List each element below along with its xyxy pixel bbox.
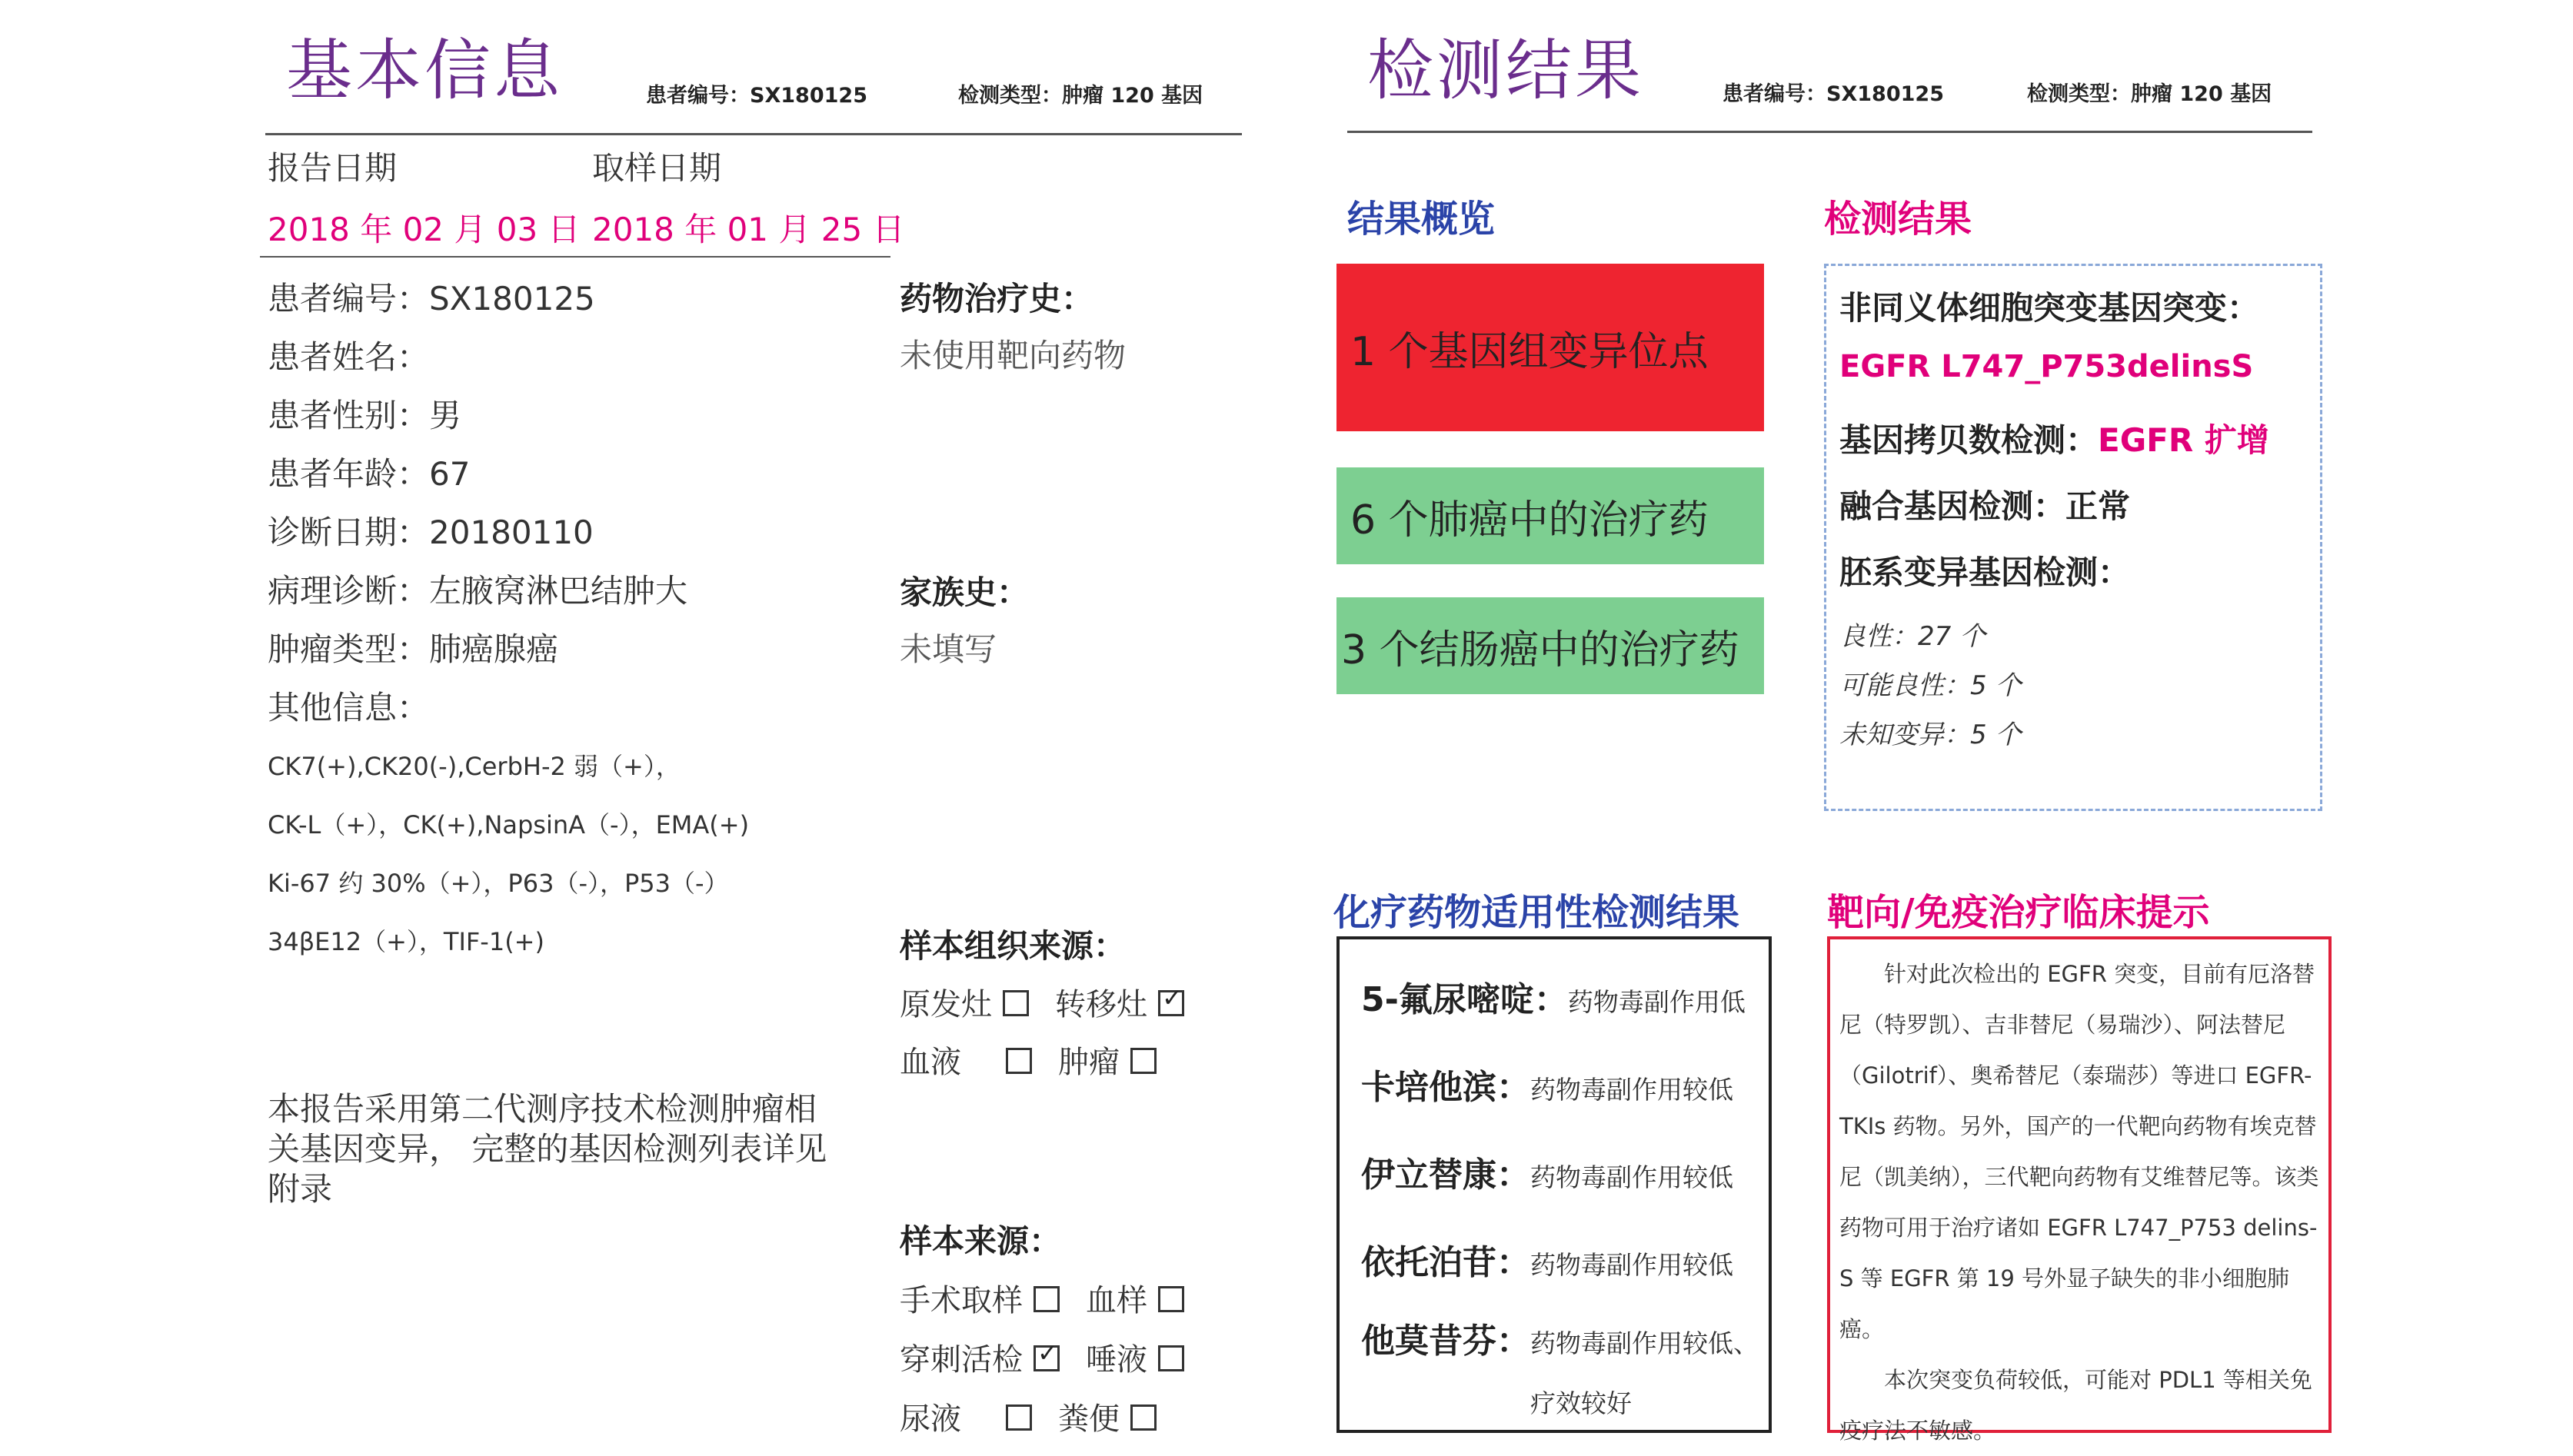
report-date-value: 2018 年 02 月 03 日 <box>268 211 581 248</box>
clinical-paragraph: 本次突变负荷较低，可能对 PDL1 等相关免疫疗法不敏感。 <box>1839 1367 2312 1444</box>
test-type-header: 检测类型：肿瘤 120 基因 <box>2027 82 2272 106</box>
somatic-value: EGFR L747_P753delinsS <box>1839 349 2254 384</box>
sample-date-value: 2018 年 01 月 25 日 <box>592 211 905 248</box>
checkbox-tumor[interactable] <box>1130 1048 1157 1074</box>
somatic-label: 非同义体细胞突变基因突变： <box>1839 289 2260 327</box>
option-label: 尿液 <box>900 1401 961 1437</box>
field-tumor-type: 肿瘤类型：肺癌腺癌 <box>268 630 559 668</box>
page-title-results: 检测结果 <box>1367 32 1644 109</box>
field-patient-gender: 患者性别：男 <box>268 397 462 434</box>
clinical-text <box>1839 949 2321 1456</box>
option-label: 穿刺活检 <box>900 1342 1023 1378</box>
clinical-paragraph: 针对此次检出的 EGFR 突变，目前有厄洛替尼（特罗凯）、吉非替尼（易瑞沙）、阿法替尼（Gilotrif）、奥希替尼（泰瑞莎）等进口 EGFR-TKIs 药物。另外，国产的一代靶向药物有埃克替尼（凯美纳），三代靶向药物有艾维替尼等。该类药物可用于治疗诸如 EGFR L747_P753 delins-S 等 EGFR 第 19 号外显子缺失的非小细胞肺癌。 <box>1839 961 2319 1342</box>
patient-number-header: 患者编号：SX180125 <box>1723 82 1944 106</box>
family-history-label: 家族史： <box>900 573 1030 611</box>
chemo-note: 药物毒副作用较低 <box>1530 1250 1733 1280</box>
tissue-option-blood[interactable] <box>900 1038 1183 1082</box>
summary-card-text: 6 个肺癌中的治疗药 <box>1350 497 1709 544</box>
test-type-header: 检测类型：肿瘤 120 基因 <box>958 84 1203 108</box>
chemo-note-continued: 疗效较好 <box>1530 1388 1632 1418</box>
checkbox-saliva[interactable] <box>1158 1345 1184 1371</box>
summary-card-colon-drugs <box>1336 597 1764 694</box>
checkbox-stool[interactable] <box>1130 1404 1157 1431</box>
checkbox-surgery[interactable] <box>1034 1286 1060 1312</box>
option-label: 血液 <box>900 1045 961 1080</box>
header-divider <box>1347 131 2312 133</box>
germline-item: 可能良性：5 个 <box>1839 670 2022 701</box>
summary-card-text: 1 个基因组变异位点 <box>1350 328 1709 375</box>
summary-card-lung-drugs <box>1336 467 1764 564</box>
sample-source-label: 样本来源： <box>900 1222 1062 1260</box>
field-patient-number: 患者编号：SX180125 <box>268 280 595 317</box>
option-label: 血样 <box>1086 1283 1147 1318</box>
germline-label: 胚系变异基因检测： <box>1839 553 2131 591</box>
family-history-value: 未填写 <box>900 630 997 668</box>
chemo-note: 药物毒副作用低 <box>1567 987 1746 1017</box>
checkbox-metastasis[interactable] <box>1158 990 1184 1016</box>
chemo-drug: 依托泊苷： <box>1361 1243 1530 1282</box>
summary-card-text: 3 个结肠癌中的治疗药 <box>1341 627 1739 673</box>
other-info-line: CK7(+),CK20(-),CerbH-2 弱（+）， <box>268 752 681 781</box>
date-divider <box>260 256 890 258</box>
chemo-note: 药物毒副作用较低 <box>1530 1162 1733 1192</box>
summary-label: 结果概览 <box>1347 198 1496 241</box>
drug-history-label: 药物治疗史： <box>900 280 1094 317</box>
sample-option-row[interactable] <box>900 1276 1210 1320</box>
other-info-line: Ki-67 约 30%（+），P63（-），P53（-） <box>268 869 729 898</box>
chemo-label: 化疗药物适用性检测结果 <box>1333 891 1740 934</box>
checkbox-primary[interactable] <box>1003 990 1029 1016</box>
checkbox-blood-sample[interactable] <box>1158 1286 1184 1312</box>
chemo-row <box>1361 1147 1733 1196</box>
field-diagnosis-date: 诊断日期：20180110 <box>268 514 594 551</box>
option-label: 肿瘤 <box>1058 1045 1120 1080</box>
option-label: 粪便 <box>1058 1401 1120 1437</box>
fusion-row: 融合基因检测：正常 <box>1839 487 2131 525</box>
summary-card-variants <box>1336 264 1764 431</box>
field-patient-name: 患者姓名： <box>268 338 430 376</box>
chemo-row <box>1361 972 1746 1021</box>
page-title-basic-info: 基本信息 <box>286 32 563 109</box>
clinical-label: 靶向/免疫治疗临床提示 <box>1827 891 2210 934</box>
chemo-drug: 卡培他滨： <box>1361 1068 1530 1107</box>
other-info-line: 34βE12（+），TIF-1(+) <box>268 927 544 956</box>
germline-item: 良性：27 个 <box>1839 621 1986 652</box>
chemo-row <box>1361 1059 1733 1109</box>
sample-option-row[interactable] <box>900 1395 1183 1438</box>
report-note-line: 关基因变异， 完整的基因检测列表详见 <box>268 1130 827 1168</box>
tissue-source-label: 样本组织来源： <box>900 927 1127 965</box>
results-label: 检测结果 <box>1824 198 1972 241</box>
cnv-label: 基因拷贝数检测： <box>1839 421 2099 459</box>
report-note-line: 本报告采用第二代测序技术检测肿瘤相 <box>268 1090 817 1128</box>
tissue-option-primary[interactable] <box>900 980 1210 1024</box>
field-pathology: 病理诊断：左腋窝淋巴结肿大 <box>268 572 688 610</box>
chemo-note: 药物毒副作用较低 <box>1530 1075 1733 1105</box>
other-info-line: CK-L（+），CK(+),NapsinA（-），EMA(+) <box>268 810 750 839</box>
report-note-line: 附录 <box>268 1170 333 1208</box>
cnv-row <box>1839 415 2269 461</box>
chemo-drug: 他莫昔芬： <box>1361 1321 1530 1361</box>
chemo-note: 药物毒副作用较低、 <box>1530 1328 1759 1358</box>
sample-date-label: 取样日期 <box>592 149 722 187</box>
chemo-row <box>1361 1235 1733 1284</box>
sample-option-row[interactable] <box>900 1335 1210 1379</box>
field-other-info: 其他信息： <box>268 689 430 726</box>
option-label: 手术取样 <box>900 1283 1023 1318</box>
header-divider <box>265 133 1242 135</box>
option-label: 唾液 <box>1086 1342 1147 1378</box>
option-label: 转移灶 <box>1055 987 1147 1022</box>
germline-item: 未知变异：5 个 <box>1839 720 2022 750</box>
report-date-label: 报告日期 <box>268 149 398 187</box>
chemo-row <box>1361 1313 1759 1362</box>
field-patient-age: 患者年龄：67 <box>268 455 471 493</box>
chemo-drug: 5-氟尿嘧啶： <box>1361 980 1568 1019</box>
option-label: 原发灶 <box>900 987 992 1022</box>
checkbox-blood[interactable] <box>1006 1048 1032 1074</box>
checkbox-urine[interactable] <box>1006 1404 1032 1431</box>
patient-number-header: 患者编号：SX180125 <box>646 84 867 108</box>
cnv-value: EGFR 扩增 <box>2098 421 2269 459</box>
checkbox-biopsy[interactable] <box>1034 1345 1060 1371</box>
chemo-drug: 伊立替康： <box>1361 1155 1530 1195</box>
drug-history-value: 未使用靶向药物 <box>900 337 1127 374</box>
